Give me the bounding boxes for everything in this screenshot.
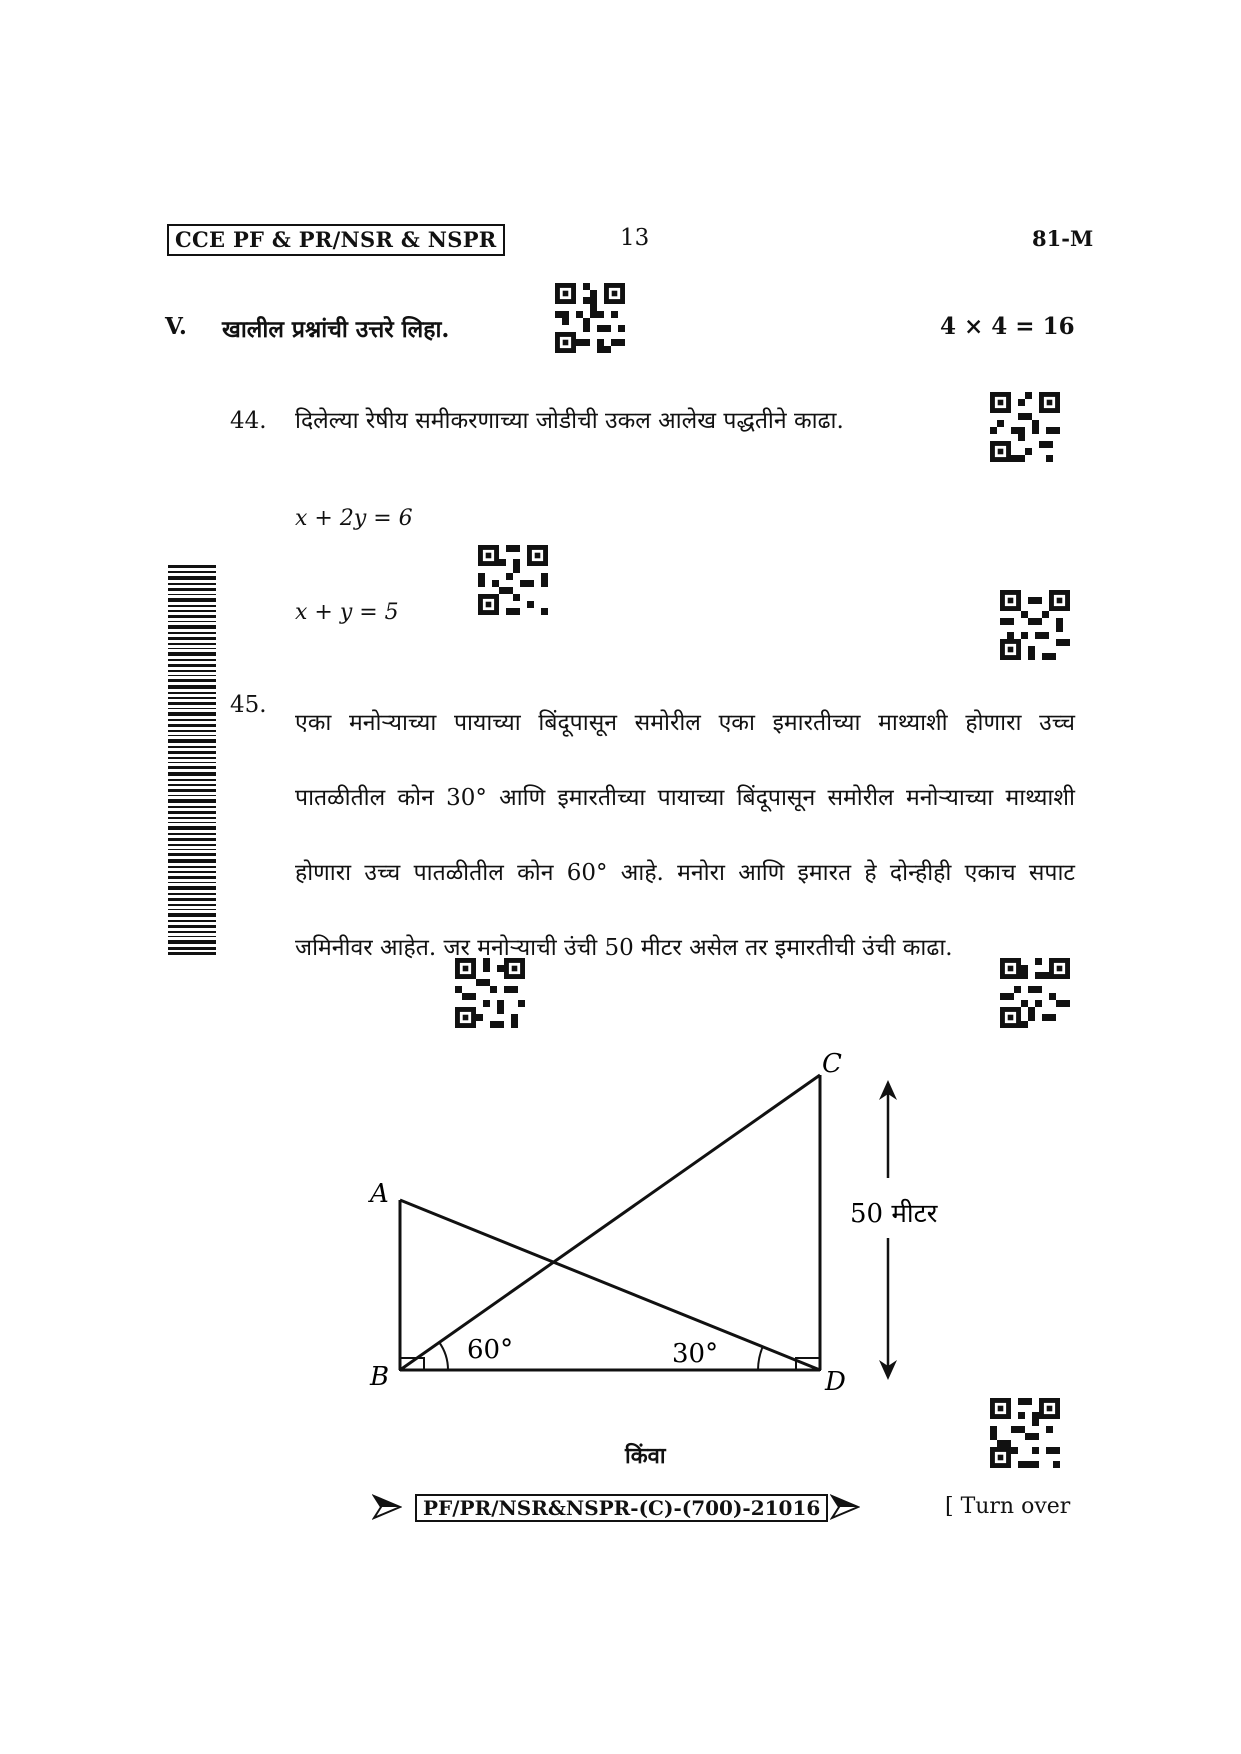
- tower-building-figure: [360, 1040, 980, 1410]
- question-44-number: 44.: [230, 408, 267, 434]
- angle-arc-d: [758, 1346, 763, 1370]
- or-label: किंवा: [625, 1443, 666, 1469]
- barcode-icon: [168, 565, 216, 955]
- qr-code-icon: [990, 1398, 1060, 1468]
- section-marks: 4 × 4 = 16: [940, 313, 1075, 340]
- exam-code: CCE PF & PR/NSR & NSPR: [167, 224, 505, 256]
- label-d: D: [825, 1367, 846, 1397]
- qr-code-icon: [1000, 590, 1070, 660]
- angle-b-label: 60°: [467, 1335, 514, 1365]
- arrow-right-icon: [830, 1492, 860, 1522]
- label-c: C: [822, 1049, 842, 1079]
- label-b: B: [370, 1362, 390, 1392]
- angle-d-label: 30°: [672, 1339, 719, 1369]
- angle-arc-b: [439, 1342, 448, 1370]
- question-44-text: दिलेल्या रेषीय समीकरणाच्या जोडीची उकल आलेख पद्धतीने काढा.: [295, 408, 844, 434]
- question-45-text: एका मनोऱ्याच्या पायाच्या बिंदूपासून समोरील एका इमारतीच्या माथ्याशी होणारा उच्च पातळीतील कोन 30° आणि इमारतीच्या पायाच्या बिंदूपासून समोरील मनोऱ्याच्या माथ्याशी होणारा उच्च पातळीतील कोन 60° आहे. मनोरा आणि इमारत हे दोन्हीही एकाच सपाट जमिनीवर आहेत. जर मनोऱ्याची उंची 50 मीटर असेल तर इमारतीची उंची काढा.: [295, 710, 1075, 961]
- height-label: 50 मीटर: [850, 1199, 938, 1229]
- line-bc: [400, 1075, 820, 1370]
- qr-code-icon: [478, 545, 548, 615]
- footer-code: PF/PR/NSR&NSPR-(C)-(700)-21016: [415, 1494, 828, 1522]
- question-45-number: 45.: [230, 692, 267, 718]
- page-number: 13: [620, 225, 650, 251]
- turn-over: [ Turn over: [945, 1494, 1071, 1519]
- arrow-right-icon: [372, 1492, 402, 1522]
- section-title: खालील प्रश्नांची उत्तरे लिहा.: [222, 316, 450, 343]
- label-a: A: [370, 1179, 389, 1209]
- equation-1: x + 2y = 6: [295, 506, 413, 531]
- line-ad: [400, 1200, 820, 1370]
- qr-code-icon: [990, 392, 1060, 462]
- equation-2: x + y = 5: [295, 600, 399, 625]
- qr-code-icon: [555, 283, 625, 353]
- paper-code: 81-M: [1032, 226, 1094, 251]
- section-number: V.: [165, 313, 187, 340]
